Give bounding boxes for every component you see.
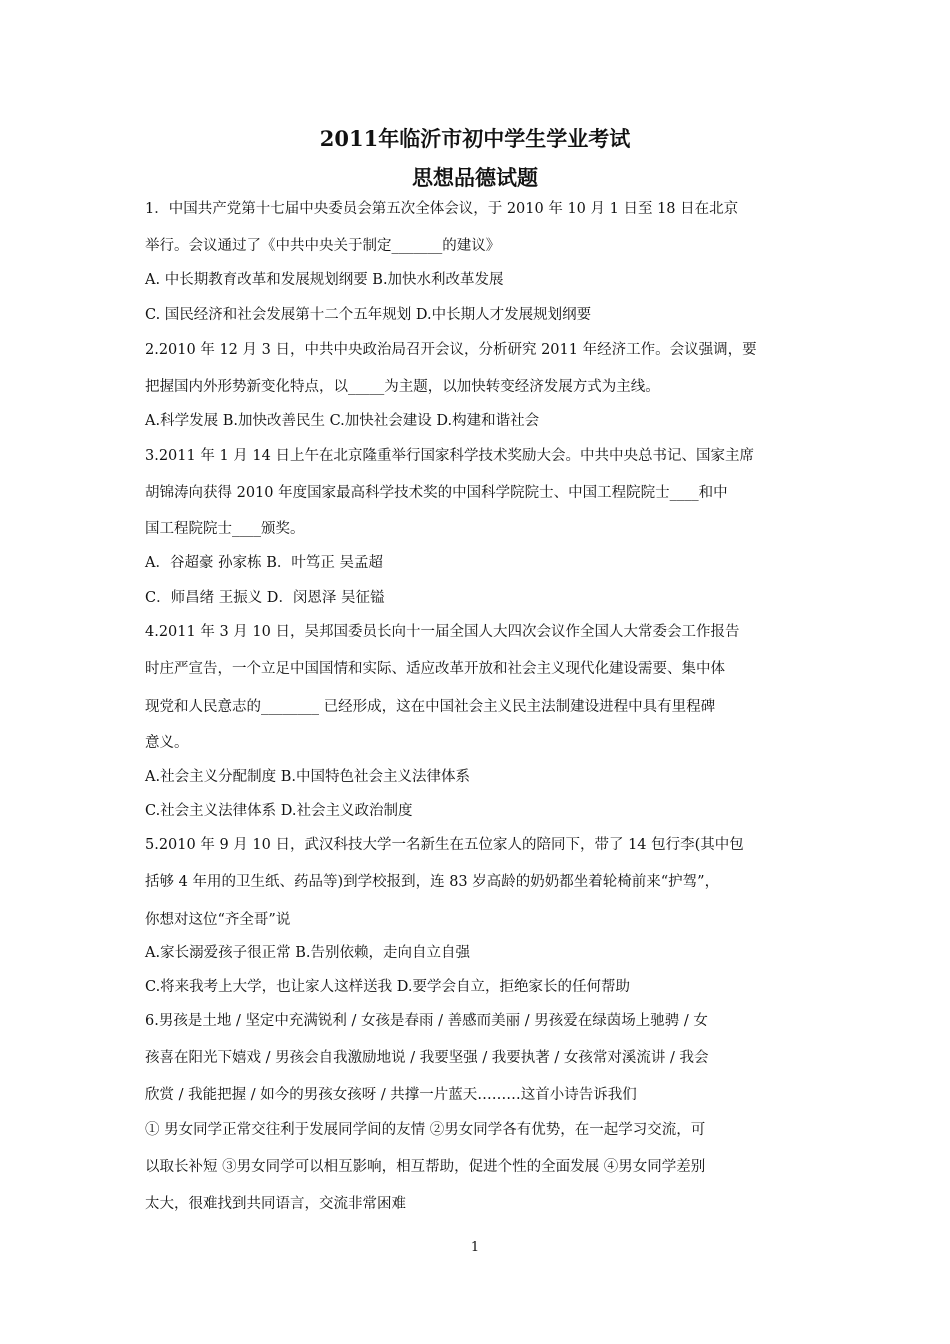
text-line: 时庄严宣告，一个立足中国国情和实际、适应改革开放和社会主义现代化建设需要、集中体 xyxy=(145,661,725,677)
text-line: 2.2010 年 12 月 3 日，中共中央政治局召开会议，分析研究 2011 年经济工作。会议强调，要 xyxy=(145,342,757,358)
text-line: 胡锦涛向获得 2010 年度国家最高科学技术奖的中国科学院院士、中国工程院院士____和中 xyxy=(145,485,728,501)
text-line: 4.2011 年 3 月 10 日，吴邦国委员长向十一届全国人大四次会议作全国人大常委会工作报告 xyxy=(145,624,740,640)
text-line: 把握国内外形势新变化特点，以_____为主题，以加快转变经济发展方式为主线。 xyxy=(145,379,660,395)
text-line: 6.男孩是土地 / 坚定中充满锐利 / 女孩是春雨 / 善感而美丽 / 男孩爱在绿茵场上驰骋 / 女 xyxy=(145,1013,708,1029)
text-line: 5.2010 年 9 月 10 日，武汉科技大学一名新生在五位家人的陪同下，带了 14 包行李(其中包 xyxy=(145,837,744,853)
text-line: 以取长补短 ③男女同学可以相互影响，相互帮助，促进个性的全面发展 ④男女同学差别 xyxy=(145,1159,706,1175)
option-line: A．谷超豪 孙家栋 B．叶笃正 吴孟超 xyxy=(145,555,383,571)
text-line: 太大，很难找到共同语言，交流非常困难 xyxy=(145,1196,406,1212)
text-line: 国工程院院士____颁奖。 xyxy=(145,521,305,537)
option-line: C.社会主义法律体系 D.社会主义政治制度 xyxy=(145,803,413,819)
option-line: C. 国民经济和社会发展第十二个五年规划 D.中长期人才发展规划纲要 xyxy=(145,307,592,323)
page-number: 1 xyxy=(470,1240,480,1255)
text-line: 3.2011 年 1 月 14 日上午在北京隆重举行国家科学技术奖励大会。中共中央总书记、国家主席 xyxy=(145,448,754,464)
text-line: 孩喜在阳光下嬉戏 / 男孩会自我激励地说 / 我要坚强 / 我要执著 / 女孩常对溪流讲 / 我会 xyxy=(145,1050,709,1066)
option-line: A.社会主义分配制度 B.中国特色社会主义法律体系 xyxy=(145,769,470,785)
text-line: 括够 4 年用的卫生纸、药品等)到学校报到，连 83 岁高龄的奶奶都坐着轮椅前来“护驾”， xyxy=(145,874,720,890)
text-line: 你想对这位“齐全哥”说 xyxy=(145,912,291,928)
option-line: C.将来我考上大学，也让家人这样送我 D.要学会自立，拒绝家长的任何帮助 xyxy=(145,979,631,995)
text-line: 现党和人民意志的________ 已经形成，这在中国社会主义民主法制建设进程中具有里程碑 xyxy=(145,699,716,715)
exam-subtitle: 思想品德试题 xyxy=(412,165,538,190)
option-line: A.科学发展 B.加快改善民生 C.加快社会建设 D.构建和谐社会 xyxy=(145,413,540,429)
text-line: 1．中国共产党第十七届中央委员会第五次全体会议，于 2010 年 10 月 1 日至 18 日在北京 xyxy=(145,201,739,217)
text-line: 欣赏 / 我能把握 / 如今的男孩女孩呀 / 共撑一片蓝天………这首小诗告诉我们 xyxy=(145,1087,637,1103)
option-line: A. 中长期教育改革和发展规划纲要 B.加快水利改革发展 xyxy=(145,272,504,288)
option-line: C．师昌绪 王振义 D．闵恩泽 吴征镒 xyxy=(145,590,385,606)
text-line: 举行。会议通过了《中共中央关于制定_______的建议》 xyxy=(145,238,501,254)
text-line: 意义。 xyxy=(145,735,189,751)
exam-title: 2011年临沂市初中学生学业考试 xyxy=(319,126,631,151)
option-line: A.家长溺爱孩子很正常 B.告别依赖，走向自立自强 xyxy=(145,945,470,961)
text-line: ① 男女同学正常交往利于发展同学间的友情 ②男女同学各有优势，在一起学习交流，可 xyxy=(145,1122,706,1138)
